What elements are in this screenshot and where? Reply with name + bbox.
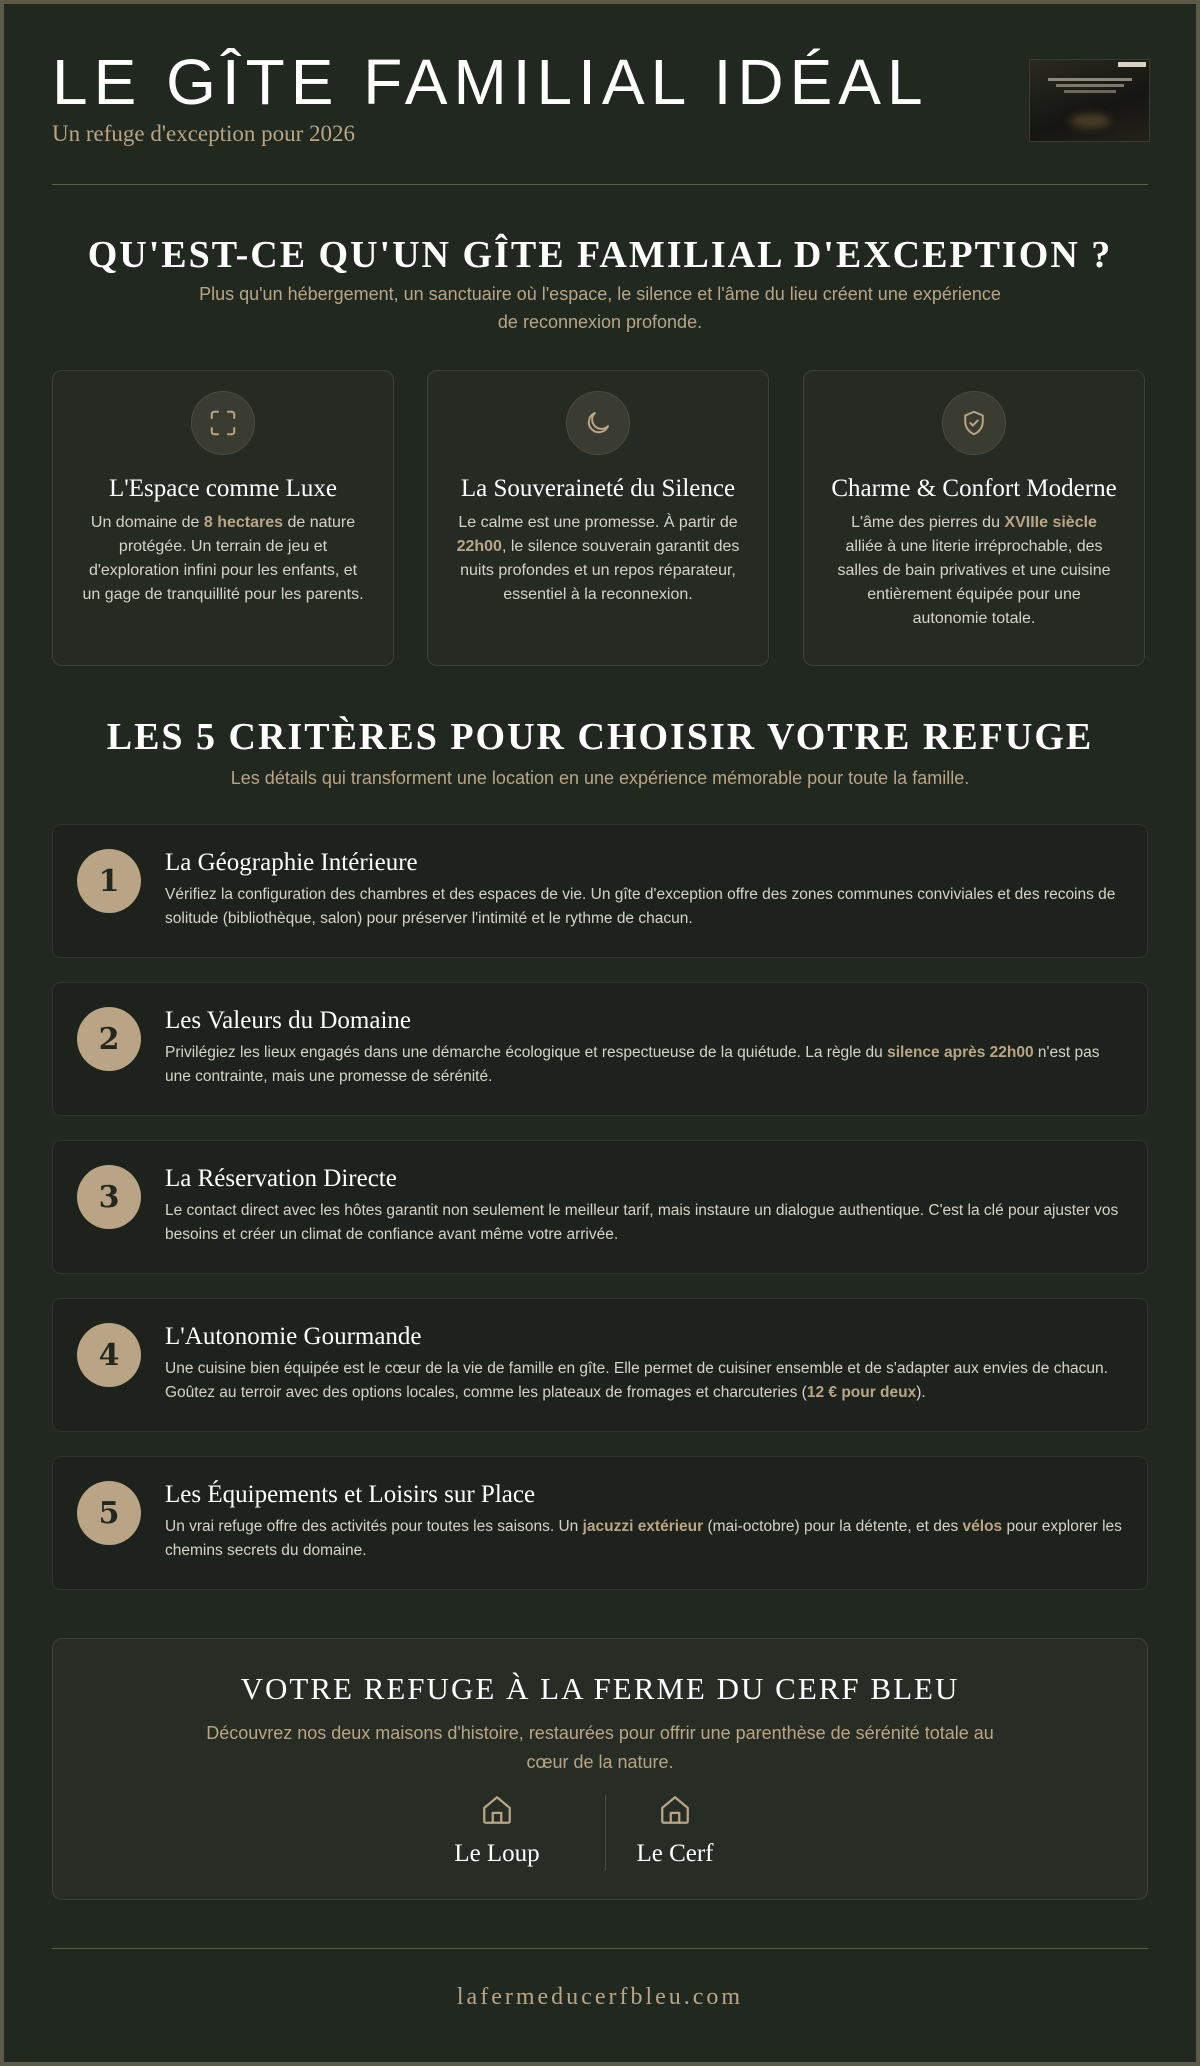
moon-icon (566, 391, 630, 455)
criterion-number: 3 (77, 1165, 141, 1229)
criterion-title: Les Valeurs du Domaine (165, 1007, 412, 1034)
criterion-text: Un vrai refuge offre des activités pour toutes les saisons. Un jacuzzi extérieur (mai-octobre) pour la détente, et des vélos pour explorer les chemins secrets du domaine. (165, 1518, 1122, 1559)
criterion-title: La Réservation Directe (165, 1165, 397, 1192)
page-title: LE GÎTE FAMILIAL IDÉAL (52, 46, 929, 118)
criterion-text: Vérifiez la configuration des chambres et des espaces de vie. Un gîte d'exception offre des zones communes conviviales et des recoins de solitude (bibliothèque, salon) pour préserver l'intimité et le rythme de chacun. (165, 886, 1116, 927)
expand-icon (191, 391, 255, 455)
criterion-item (52, 1298, 1148, 1432)
website-thumbnail-image (1029, 59, 1150, 142)
house-le-loup[interactable] (427, 1793, 567, 1868)
feature-card-title: La Souveraineté du Silence (460, 475, 736, 502)
criterion-title: L'Autonomie Gourmande (165, 1323, 422, 1350)
house-name: Le Cerf (636, 1840, 714, 1867)
shield-check-icon (942, 391, 1006, 455)
feature-card-space (52, 370, 394, 666)
criterion-text: Le contact direct avec les hôtes garantit non seulement le meilleur tarif, mais instaure un dialogue authentique. C'est la clé pour ajuster vos besoins et créer un climat de confiance avant même votre arrivée. (165, 1202, 1119, 1243)
criterion-item (52, 1140, 1148, 1274)
criterion-item (52, 982, 1148, 1116)
feature-card-text: Le calme est une promesse. À partir de 22h00, le silence souverain garantit des nuits profondes et un repos réparateur, essentiel à la reconnexion. (456, 514, 740, 603)
feature-card-text: L'âme des pierres du XVIIIe siècle alliée à une literie irréprochable, des salles de bain privatives et une cuisine entièrement équipée pour une autonomie totale. (837, 514, 1111, 627)
intro-title: QU'EST-CE QU'UN GÎTE FAMILIAL D'EXCEPTION ? (87, 234, 1113, 276)
footer-url-link[interactable]: lafermeducerfbleu.com (456, 1984, 744, 2010)
feature-card-silence (427, 370, 769, 666)
criterion-item (52, 824, 1148, 958)
criteria-subtitle: Les détails qui transforment une location en une expérience mémorable pour toute la famille. (230, 768, 970, 788)
feature-card-text: Un domaine de 8 hectares de nature protégée. Un terrain de jeu et d'exploration infini pour les enfants, et un gage de tranquillité pour les parents. (82, 514, 364, 603)
criterion-title: Les Équipements et Loisirs sur Place (165, 1481, 536, 1508)
footer-divider (52, 1948, 1148, 1949)
criterion-text: Une cuisine bien équipée est le cœur de la vie de famille en gîte. Elle permet de cuisiner ensemble et de s'adapter aux envies de chacun. Goûtez au terroir avec des options locales, comme les plateaux de fromages et charcuteries (12 € pour deux). (165, 1360, 1108, 1401)
criterion-title: La Géographie Intérieure (165, 849, 418, 876)
house-le-cerf[interactable] (605, 1793, 745, 1868)
feature-card-charm (803, 370, 1145, 666)
criteria-title: LES 5 CRITÈRES POUR CHOISIR VOTRE REFUGE (106, 716, 1094, 758)
cta-title: VOTRE REFUGE À LA FERME DU CERF BLEU (240, 1671, 960, 1706)
house-icon (658, 1814, 692, 1831)
header-divider (52, 184, 1148, 185)
criterion-number: 1 (77, 849, 141, 913)
criterion-number: 4 (77, 1323, 141, 1387)
criterion-text: Privilégiez les lieux engagés dans une démarche écologique et respectueuse de la quiétude. La règle du silence après 22h00 n'est pas une contrainte, mais une promesse de sérénité. (165, 1044, 1100, 1085)
feature-card-title: L'Espace comme Luxe (108, 475, 337, 502)
cta-subtitle: Découvrez nos deux maisons d'histoire, restaurées pour offrir une parenthèse de sérénité totale au cœur de la nature. (206, 1723, 994, 1772)
intro-subtitle: Plus qu'un hébergement, un sanctuaire où l'espace, le silence et l'âme du lieu créent une expérience de reconnexion profonde. (199, 284, 1001, 332)
cta-box (52, 1638, 1148, 1900)
house-icon (480, 1814, 514, 1831)
page-subtitle: Un refuge d'exception pour 2026 (52, 121, 356, 146)
criterion-number: 2 (77, 1007, 141, 1071)
page-frame (4, 4, 1196, 2062)
criterion-number: 5 (77, 1481, 141, 1545)
house-name: Le Loup (454, 1840, 540, 1867)
feature-card-title: Charme & Confort Moderne (831, 475, 1117, 502)
criterion-item (52, 1456, 1148, 1590)
